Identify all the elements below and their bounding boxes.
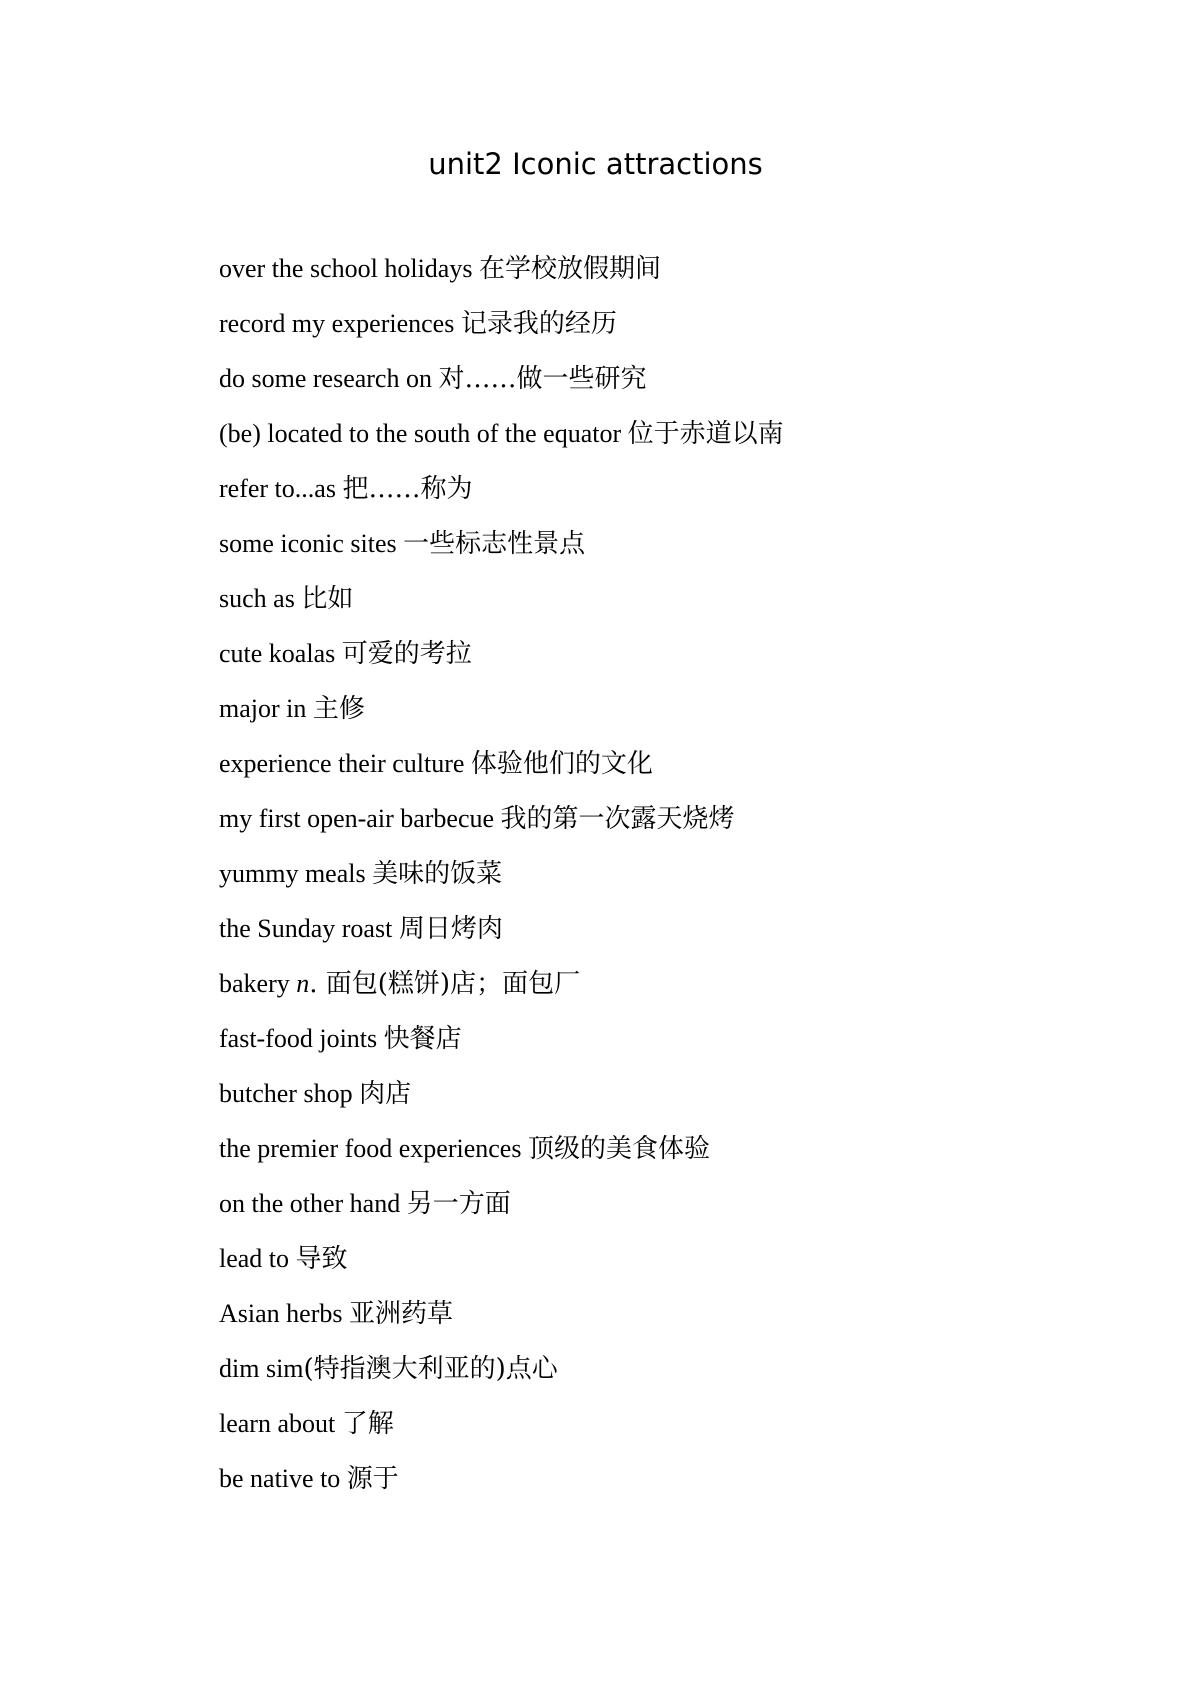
vocab-entry: [219, 1294, 784, 1349]
english-phrase: some iconic sites: [219, 529, 397, 558]
page-title: unit2 Iconic attractions: [428, 147, 763, 181]
chinese-meaning: 记录我的经历: [460, 309, 617, 339]
vocab-entry: [219, 854, 784, 909]
vocab-entry: [219, 524, 784, 579]
vocab-entry: [219, 414, 784, 469]
vocab-entry: [219, 964, 784, 1019]
chinese-meaning: 我的第一次露天烧烤: [500, 804, 735, 834]
english-phrase: fast-food joints: [219, 1024, 378, 1053]
english-phrase: cute koalas: [219, 639, 336, 668]
chinese-meaning: 在学校放假期间: [478, 254, 661, 284]
vocab-entry: [219, 634, 784, 689]
english-phrase: my first open-air barbecue: [219, 804, 495, 833]
vocab-entry: [219, 1404, 784, 1459]
english-phrase: major in: [219, 694, 307, 723]
english-phrase: yummy meals: [219, 859, 366, 888]
vocab-entry: [219, 1129, 784, 1184]
english-phrase: (be) located to the south of the equator: [219, 419, 622, 448]
english-phrase: butcher shop: [219, 1079, 353, 1108]
chinese-meaning: 顶级的美食体验: [527, 1134, 710, 1164]
vocab-entry: [219, 1459, 784, 1514]
english-phrase: on the other hand: [219, 1189, 401, 1218]
english-phrase: dim sim: [219, 1354, 304, 1383]
english-phrase: learn about: [219, 1409, 336, 1438]
chinese-meaning: 周日烤肉: [398, 914, 503, 944]
chinese-meaning: 了解: [341, 1409, 394, 1439]
chinese-meaning: 另一方面: [406, 1189, 511, 1219]
vocab-entry: [219, 1074, 784, 1129]
chinese-meaning: 一些标志性景点: [403, 529, 586, 559]
vocab-entry: [219, 799, 784, 854]
vocab-entry: [219, 359, 784, 414]
vocab-entry: [219, 469, 784, 524]
english-phrase: do some research on: [219, 364, 432, 393]
vocab-entry: [219, 1019, 784, 1074]
vocab-entry: [219, 249, 784, 304]
chinese-meaning: (特指澳大利亚的)点心: [303, 1354, 558, 1384]
chinese-meaning: 亚洲药草: [348, 1299, 453, 1329]
chinese-meaning: 体验他们的文化: [470, 749, 653, 779]
vocab-entry: [219, 909, 784, 964]
chinese-meaning: 源于: [346, 1464, 399, 1494]
vocab-entry: [219, 579, 784, 634]
english-phrase: lead to: [219, 1244, 290, 1273]
chinese-meaning: 对……做一些研究: [438, 364, 647, 394]
english-phrase: such as: [219, 584, 295, 613]
chinese-meaning: 比如: [301, 584, 354, 614]
chinese-meaning: 肉店: [359, 1079, 412, 1109]
chinese-meaning: 位于赤道以南: [627, 419, 784, 449]
english-phrase: refer to...as: [219, 474, 336, 503]
english-phrase: the Sunday roast: [219, 914, 393, 943]
chinese-meaning: 可爱的考拉: [341, 639, 472, 669]
english-phrase: Asian herbs: [219, 1299, 343, 1328]
part-of-speech: n: [296, 969, 310, 998]
english-phrase: the premier food experiences: [219, 1134, 522, 1163]
vocab-entry: [219, 744, 784, 799]
vocab-entry: [219, 304, 784, 359]
chinese-meaning: 美味的饭菜: [372, 859, 503, 889]
chinese-meaning: 主修: [312, 694, 365, 724]
vocab-entry: [219, 1349, 784, 1404]
vocab-entry: [219, 1184, 784, 1239]
vocab-entry: [219, 1239, 784, 1294]
english-phrase: experience their culture: [219, 749, 465, 778]
english-phrase: over the school holidays: [219, 254, 473, 283]
chinese-meaning: . 面包(糕饼)店；面包厂: [309, 969, 581, 999]
english-phrase: be native to: [219, 1464, 341, 1493]
english-phrase: record my experiences: [219, 309, 455, 338]
vocab-entry: [219, 689, 784, 744]
chinese-meaning: 快餐店: [383, 1024, 462, 1054]
chinese-meaning: 导致: [295, 1244, 348, 1274]
english-phrase: bakery: [219, 969, 290, 998]
vocabulary-list: [219, 249, 784, 1514]
chinese-meaning: 把……称为: [342, 474, 473, 504]
